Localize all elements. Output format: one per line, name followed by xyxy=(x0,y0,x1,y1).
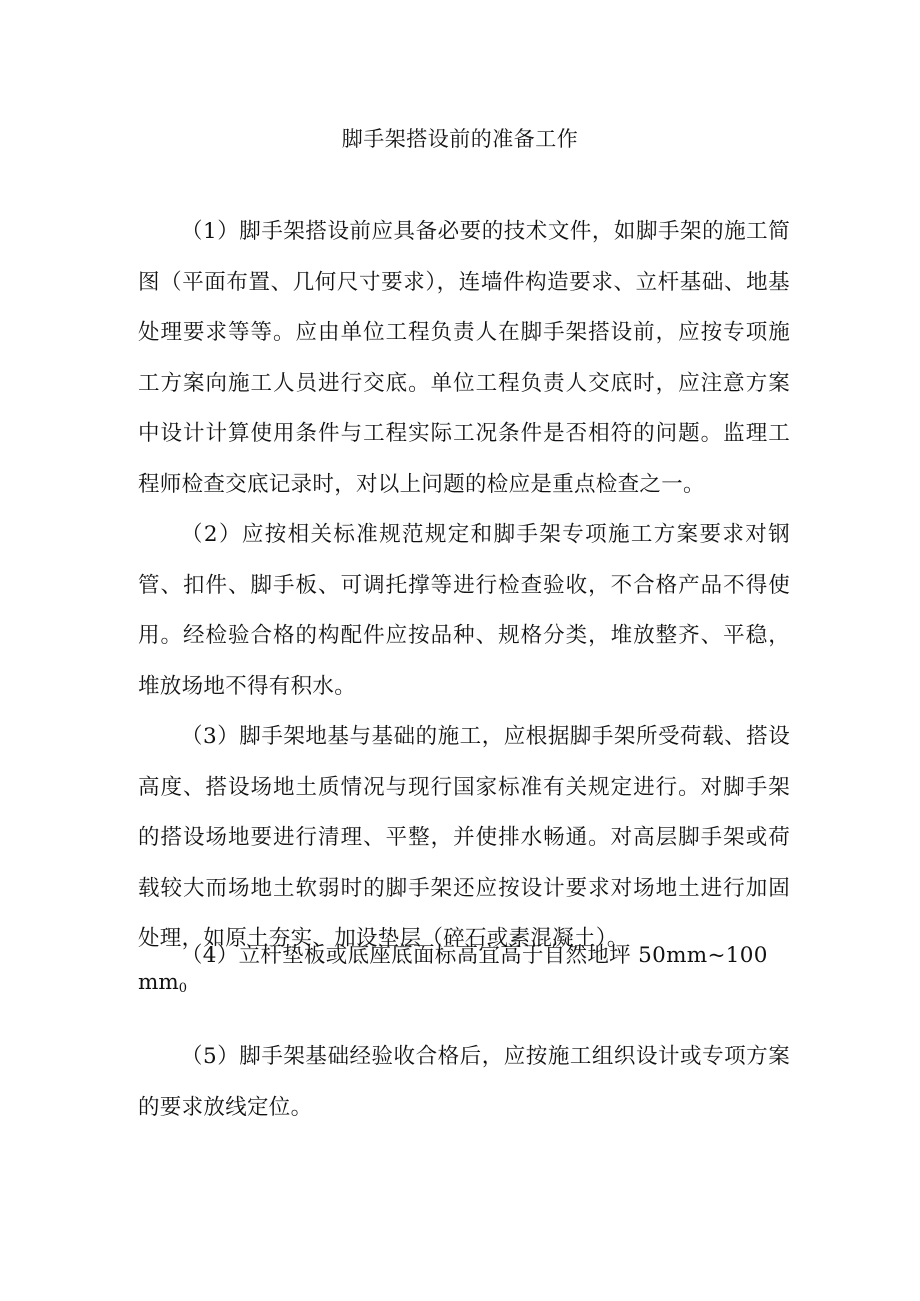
unit-text: mm xyxy=(138,970,179,995)
paragraph-1: （1）脚手架搭设前应具备必要的技术文件，如脚手架的施工简图（平面布置、几何尺寸要求），连墙件构造要求、立杆基础、地基处理要求等等。应由单位工程负责人在脚手架搭设前，应按专项施工方案向施工人员进行交底。单位工程负责人交底时，应注意方案中设计计算使用条件与工程实际工况条件是否相符的问题。监理工程师检查交底记录时，对以上问题的检应是重点检查之一。 xyxy=(138,219,790,497)
page-title: 脚手架搭设前的准备工作 xyxy=(341,127,579,151)
paragraph-2: （2）应按相关标准规范规定和脚手架专项施工方案要求对钢管、扣件、脚手板、可调托撑等进行检查验收，不合格产品不得使用。经检验合格的构配件应按品种、规格分类，堆放整齐、平稳，堆放场地不得有积水。 xyxy=(138,522,790,699)
paragraph-5: （5）脚手架基础经验收合格后，应按施工组织设计或专项方案的要求放线定位。 xyxy=(138,1044,790,1120)
unit-subscript: 0 xyxy=(178,981,188,996)
paragraph-3: （3）脚手架地基与基础的施工，应根据脚手架所受荷载、搭设高度、搭设场地土质情况与现行国家标准有关规定进行。对脚手架的搭设场地要进行清理、平整，并使排水畅通。对高层脚手架或荷载较大而场地土软弱时的脚手架还应按设计要求对场地土进行加固处理，如原土夯实、加设垫层（碎石或素混凝土）。 xyxy=(138,724,790,951)
paragraph-4: （4）立杆垫板或底座底面标高宜高于自然地坪 50mm~100 xyxy=(181,943,768,968)
paragraph-4-unit xyxy=(138,968,187,1004)
